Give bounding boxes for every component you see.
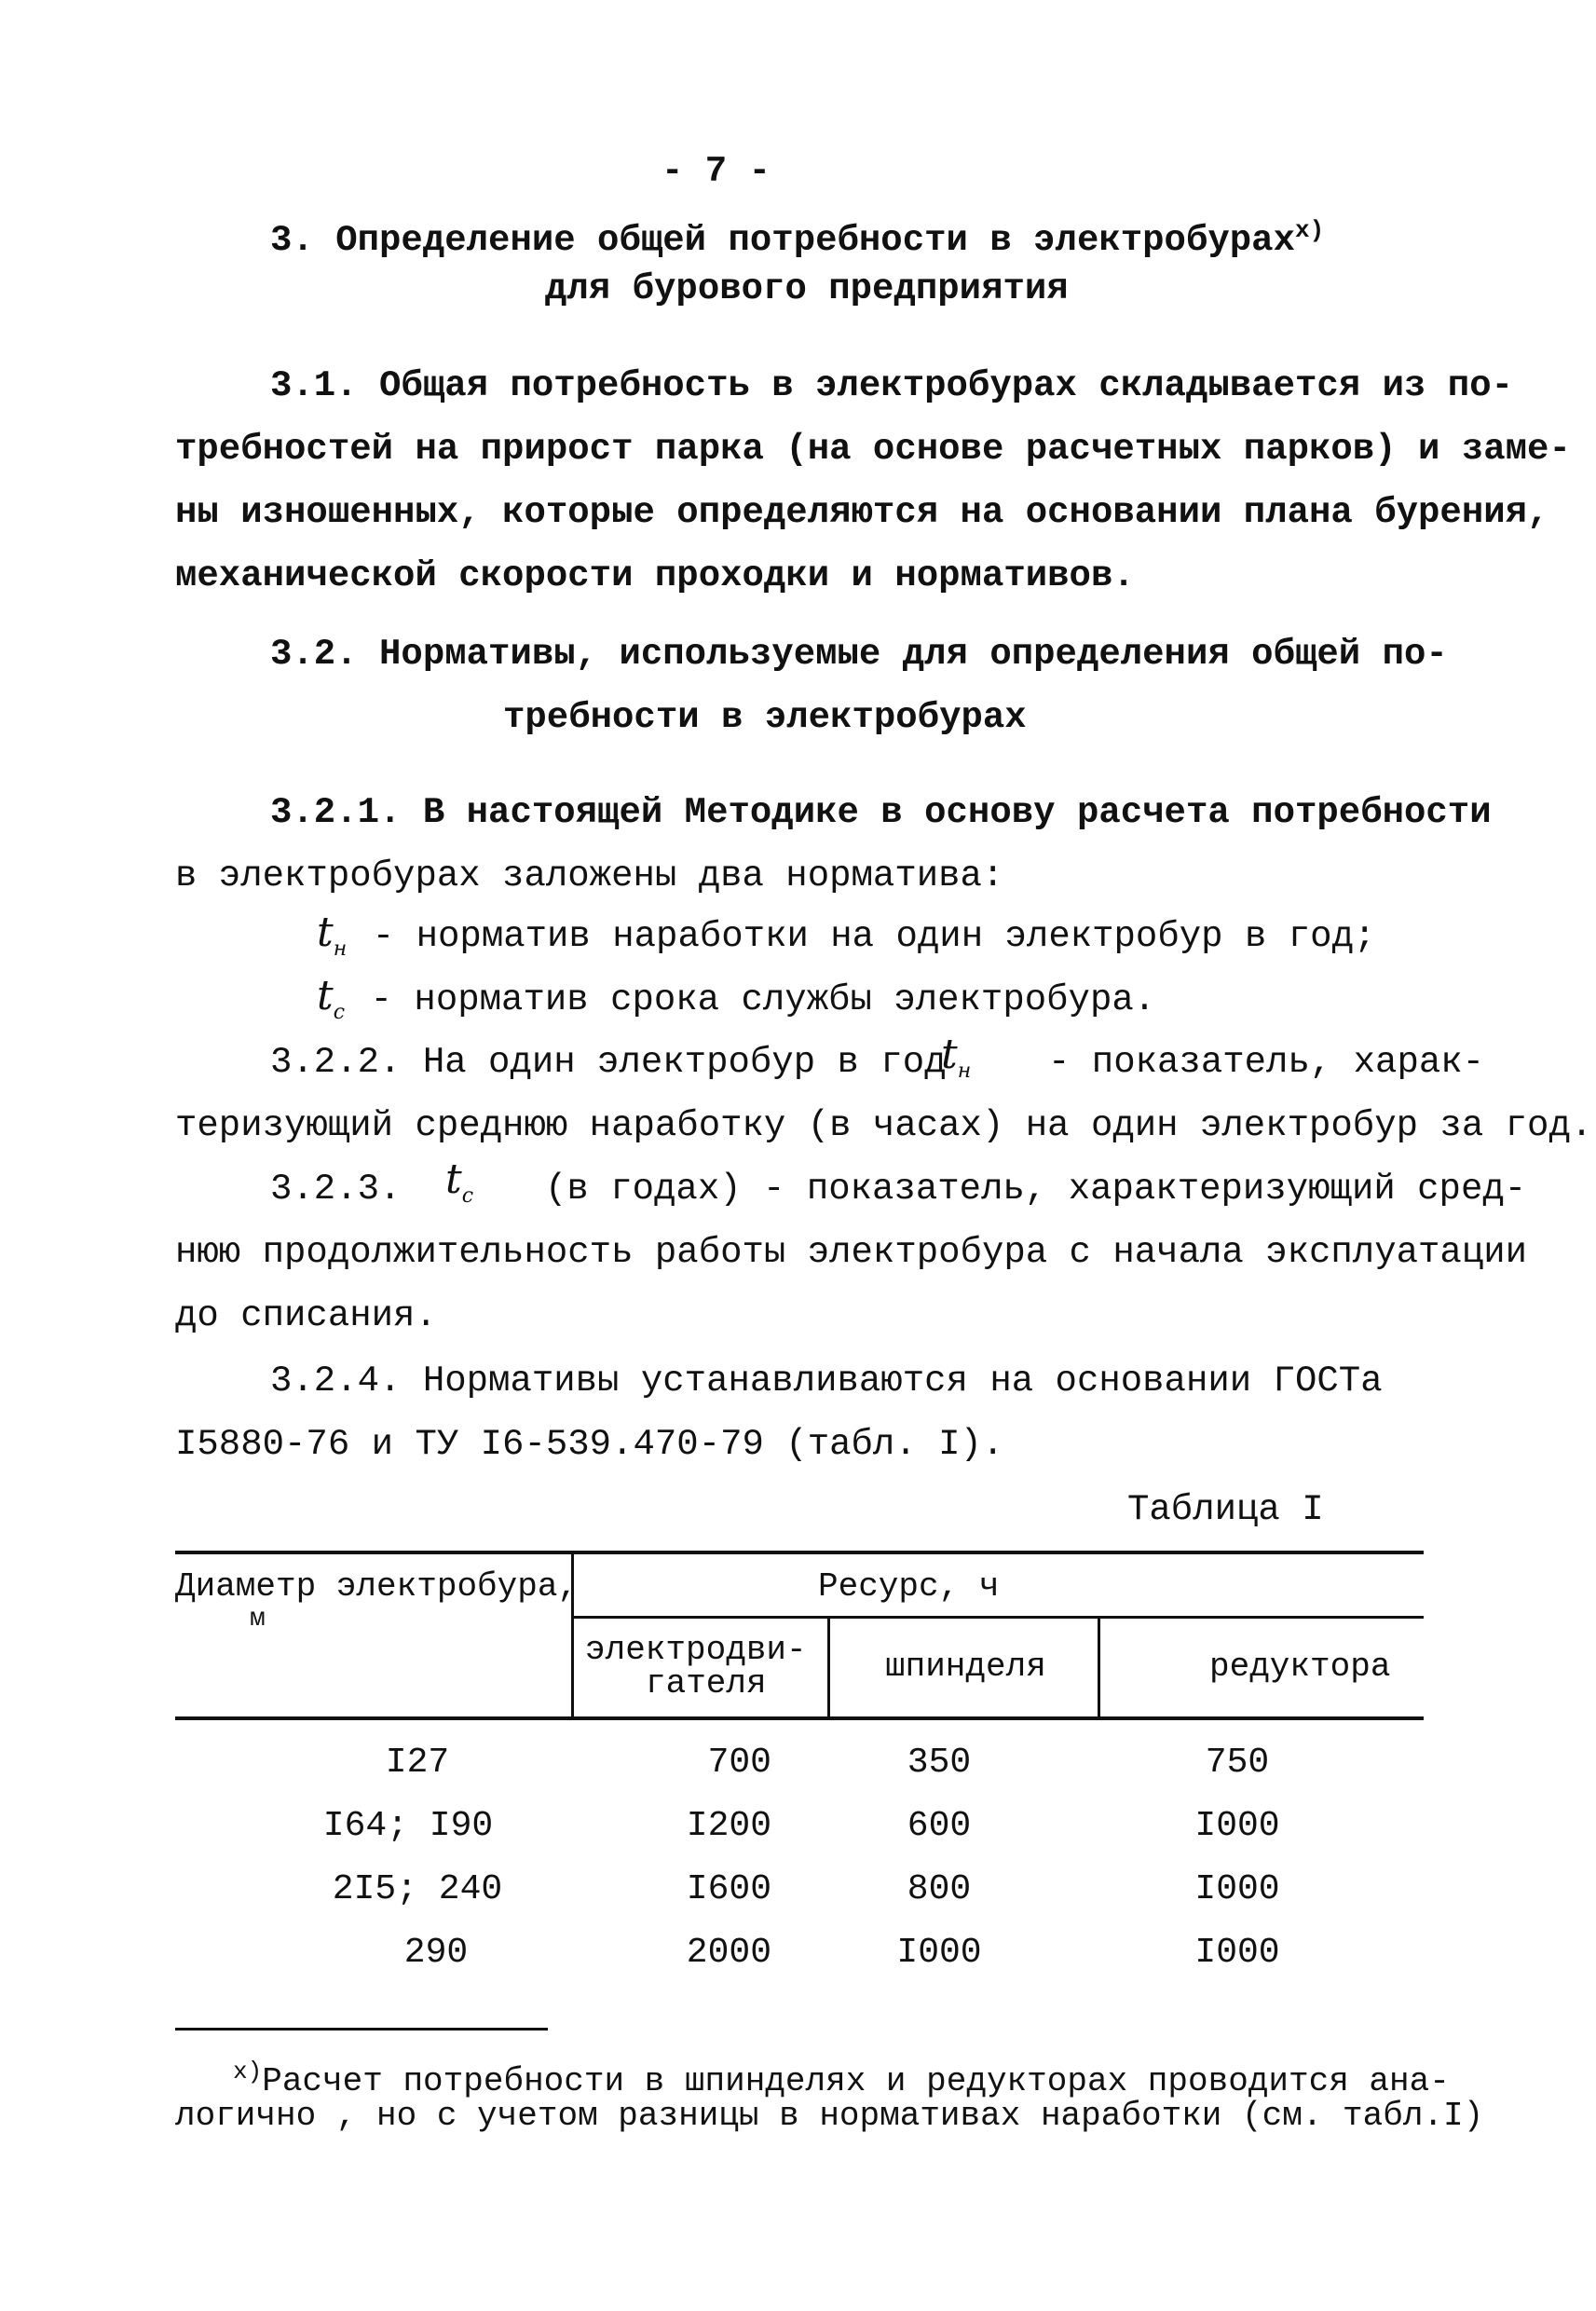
table-top-rule <box>175 1551 1424 1554</box>
p31-line2: требностей на прирост парка (на основе расчетных парков) и заме- <box>175 429 1571 470</box>
p324-line1: 3.2.4. Нормативы устанавливаются на основании ГОСТа <box>270 1361 1383 1402</box>
table-cell-spindle: 350 <box>907 1743 972 1783</box>
p322-line1-a: 3.2.2. На один электробур в год <box>270 1042 947 1083</box>
header-diameter-unit: м <box>250 1605 266 1634</box>
table-cell-diameter: 2I5; 240 <box>332 1869 503 1909</box>
header-spindle: шпинделя <box>885 1648 1046 1686</box>
symbol-tc-inline: $t_с$ <box>445 1156 474 1208</box>
definition-tc <box>317 972 1155 1024</box>
footnote-line2: логично , но с учетом разницы в нормативах наработки (см. табл.I) <box>175 2097 1484 2135</box>
header-resource: Ресурс, ч <box>818 1567 1000 1606</box>
table-header-rule <box>175 1716 1424 1720</box>
footnote-line1: $^{x)}$Расчет потребности в шпинделях и редукторах проводится ана- <box>233 2058 1450 2100</box>
table-cell-spindle: 600 <box>907 1806 972 1846</box>
section-title-line1: 3. Определение общей потребности в электробурах <box>270 220 1295 261</box>
section-title-line2: для бурового предприятия <box>545 268 1069 309</box>
table-cell-motor: I200 <box>686 1806 771 1846</box>
p32-line2: требности в электробурах <box>503 697 1027 738</box>
p322-line2: теризующий среднюю наработку (в часах) на один электробур за год. <box>175 1105 1593 1146</box>
p321-line2: в электробурах заложены два норматива: <box>175 855 1004 896</box>
header-diameter: Диаметр электробура, <box>175 1567 579 1606</box>
table-caption: Таблица I <box>1127 1489 1324 1530</box>
symbol-tn: $t_н$ <box>317 909 348 961</box>
p323-line3: до списания. <box>175 1295 437 1336</box>
table-cell-spindle: 800 <box>907 1869 972 1909</box>
table-cell-motor: I600 <box>686 1869 771 1909</box>
definition-tn-text: - норматив наработки на один электробур в год; <box>372 916 1376 957</box>
p323-line1-b: (в годах) - показатель, характеризующий сред- <box>545 1169 1527 1210</box>
header-motor-line1: электродви- <box>585 1631 807 1669</box>
p324-line2: I5880-76 и ТУ I6-539.470-79 (табл. I). <box>175 1424 1004 1465</box>
page-number: - 7 - <box>662 151 771 192</box>
table-cell-reducer: I000 <box>1194 1806 1280 1846</box>
footnote-reference: x) <box>1294 216 1325 244</box>
p32-line1: 3.2. Нормативы, используемые для определения общей по- <box>270 634 1448 675</box>
table-vline-2 <box>827 1616 830 1718</box>
header-reducer: редуктора <box>1209 1648 1391 1686</box>
table-cell-reducer: I000 <box>1194 1933 1280 1973</box>
p31-line4: механической скорости проходки и нормативов. <box>175 555 1135 596</box>
table-cell-reducer: 750 <box>1205 1743 1270 1783</box>
table-cell-motor: 700 <box>707 1743 771 1783</box>
table-cell-spindle: I000 <box>896 1933 982 1973</box>
p323-line2: нюю продолжительность работы электробура с начала эксплуатации <box>175 1232 1528 1273</box>
resource-table <box>175 1551 1424 2017</box>
table-cell-diameter: I64; I90 <box>322 1806 494 1846</box>
footnote-mark: x) <box>233 2058 263 2085</box>
p322-line1-b: - показатель, харак- <box>1048 1042 1485 1083</box>
table-cell-diameter: 290 <box>403 1933 469 1973</box>
definition-tn <box>317 909 1375 961</box>
p31-line3: ны изношенных, которые определяются на основании плана бурения, <box>175 492 1549 533</box>
table-vline-3 <box>1098 1616 1100 1718</box>
symbol-tn-inline: $t_н$ <box>941 1031 972 1083</box>
definition-tc-text: - норматив срока службы электробура. <box>370 979 1156 1020</box>
table-cell-diameter: I27 <box>385 1743 450 1783</box>
header-motor-line2: гателя <box>646 1664 767 1702</box>
table-cell-reducer: I000 <box>1194 1869 1280 1909</box>
p31-line1: 3.1. Общая потребность в электробурах складывается из по- <box>270 365 1514 406</box>
table-header-subrule <box>571 1616 1424 1619</box>
p321-line1: 3.2.1. В настоящей Методике в основу расчета потребности <box>270 792 1492 833</box>
section-title <box>270 216 1324 261</box>
footnote-rule <box>175 2028 548 2031</box>
symbol-tc: $t_с$ <box>317 972 346 1024</box>
table-cell-motor: 2000 <box>686 1933 771 1973</box>
p323-lead: 3.2.3. <box>270 1169 402 1210</box>
